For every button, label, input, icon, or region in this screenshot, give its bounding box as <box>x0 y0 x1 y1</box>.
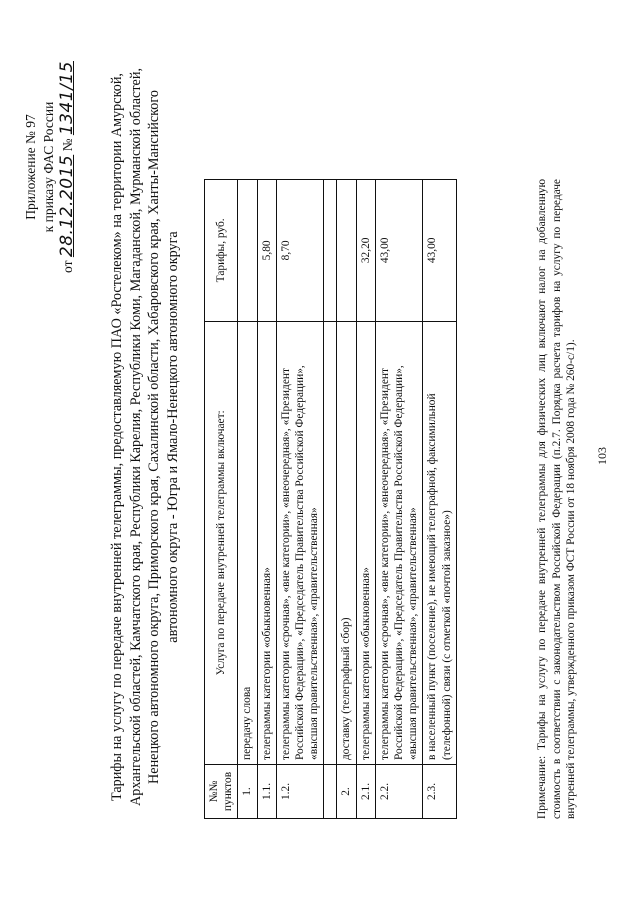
header-tariff: Тарифы, руб. <box>205 180 238 322</box>
header-num: №№ пунктов <box>205 765 238 819</box>
row-tariff: 5,80 <box>257 180 276 322</box>
table-row <box>337 180 356 819</box>
appendix-date-prefix: от <box>60 260 75 273</box>
spacer-cell <box>324 765 337 819</box>
spacer-cell <box>324 180 337 322</box>
table-row <box>423 180 456 819</box>
handwritten-date: 28.12.2015 <box>57 154 77 258</box>
row-service: телеграммы категории «обыкновенная» <box>257 321 276 764</box>
row-tariff: 43,00 <box>423 180 456 322</box>
row-tariff: 32,20 <box>356 180 375 322</box>
row-tariff <box>238 180 257 322</box>
appendix-number: Приложение № 97 <box>23 114 38 220</box>
table-row <box>375 180 423 819</box>
row-num: 2.1. <box>356 765 375 819</box>
spacer-cell <box>324 321 337 764</box>
table-row <box>238 180 257 819</box>
header-service: Услуга по передаче внутренней телеграммы включает: <box>205 321 238 764</box>
table-row <box>276 180 324 819</box>
row-service: телеграммы категории «срочная», «вне категории», «внеочередная», «Президент Российской Федерации», «Председатель Правительства Российской Федерации», «высшая правительственная», «правительственная» <box>375 321 423 764</box>
tariff-table <box>204 179 457 819</box>
table-row <box>356 180 375 819</box>
row-tariff: 8,70 <box>276 180 324 322</box>
appendix-date-line <box>58 27 77 307</box>
row-num: 2.3. <box>423 765 456 819</box>
page-number: 103 <box>595 447 609 465</box>
row-num: 2.2. <box>375 765 423 819</box>
document-title: Тарифы на услугу по передаче внутренней телеграммы, предоставляемую ПАО «Ростелеком» на территории Амурской, Архангельской областей, Камчатского края, Республики Карелия, Республики Коми, Магаданской, Мурманской областей, Ненецкого автономного округа, Приморского края, Сахалинской области, Хабаровского края, Ханты-Мансийского автономного округа - Югра и Ямало-Ненецкого автономного округа <box>109 68 181 806</box>
row-service: в населенный пункт (поселение), не имеющий телеграфной, факсимильной (телефонной) связи (с отметкой «почтой заказное») <box>423 321 456 764</box>
row-num: 1. <box>238 765 257 819</box>
table-row <box>257 180 276 819</box>
table-header-row <box>205 180 238 819</box>
row-num: 1.2. <box>276 765 324 819</box>
row-num: 1.1. <box>257 765 276 819</box>
row-service: телеграммы категории «обыкновенная» <box>356 321 375 764</box>
row-service: телеграммы категории «срочная», «вне категории», «внеочередная», «Президент Российской Федерации», «Председатель Правительства Российской Федерации», «высшая правительственная», «правительственная» <box>276 321 324 764</box>
number-sign: № <box>60 138 75 152</box>
row-service: передачу слова <box>238 321 257 764</box>
row-tariff: 43,00 <box>375 180 423 322</box>
footnote: Примечание: Тарифы на услугу по передаче внутренней телеграммы для физических лиц включают налог на добавленную стоимость в соответствии с законодательством Российской Федерации (п.2.7. Порядка расчета тарифов на услугу по передаче внутренней телеграммы, утвержденного приказом ФСТ России от 18 ноября 2008 года № 260-с/1). <box>536 179 578 819</box>
appendix-header <box>22 27 77 307</box>
table-spacer-row <box>324 180 337 819</box>
row-service: доставку (телеграфный сбор) <box>337 321 356 764</box>
row-num: 2. <box>337 765 356 819</box>
appendix-order-ref: к приказу ФАС России <box>41 101 56 233</box>
row-tariff <box>337 180 356 322</box>
handwritten-order-number: 1341/15 <box>57 61 77 136</box>
